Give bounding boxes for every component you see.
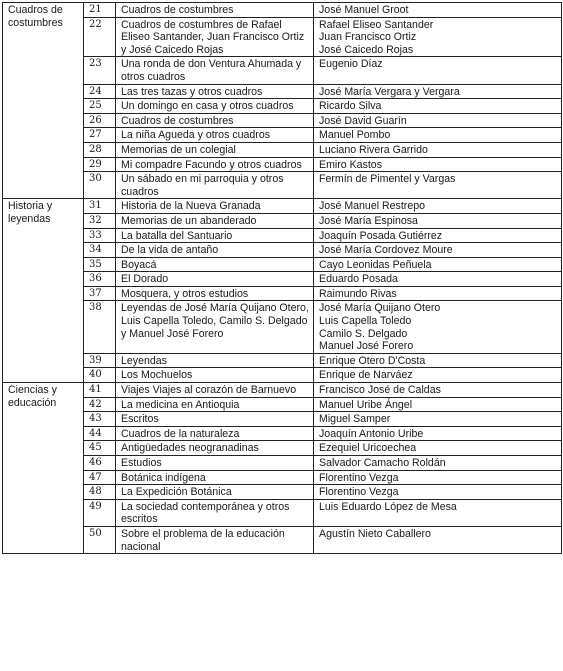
author-name: Eugenio Díaz <box>319 58 383 71</box>
author-name: Manuel José Forero <box>319 340 414 353</box>
author-cell <box>314 172 562 199</box>
author-cell <box>314 142 562 157</box>
volume-number: 49 <box>84 499 116 526</box>
category-cell: Ciencias y educación <box>3 383 84 554</box>
book-title: Leyendas de José María Quijano Otero, Luis Capella Toledo, Camilo S. Delgado y Manuel José Forero <box>116 301 314 353</box>
table-row <box>3 353 562 368</box>
author-name: Manuel Uribe Ángel <box>319 398 413 411</box>
author-name: Ezequiel Uricoechea <box>319 442 417 455</box>
table-row <box>3 257 562 272</box>
book-title: Un sábado en mi parroquia y otros cuadros <box>116 172 314 199</box>
table-row <box>3 213 562 228</box>
author-name: Rafael Eliseo Santander <box>319 18 434 31</box>
author-name: José María Cordovez Moure <box>319 244 453 257</box>
author-cell <box>314 157 562 172</box>
author-name: Joaquín Antonio Uribe <box>319 427 424 440</box>
volume-number: 43 <box>84 412 116 427</box>
volume-number: 27 <box>84 128 116 143</box>
table-row <box>3 499 562 526</box>
author-name: Miguel Samper <box>319 413 391 426</box>
author-name: Emiro Kastos <box>319 158 382 171</box>
book-title: La medicina en Antioquia <box>116 397 314 412</box>
book-title: Memorias de un colegial <box>116 142 314 157</box>
book-title: Boyacá <box>116 257 314 272</box>
author-name: Cayo Leonidas Peñuela <box>319 258 432 271</box>
book-title: Leyendas <box>116 353 314 368</box>
author-cell <box>314 17 562 57</box>
volume-number: 47 <box>84 470 116 485</box>
author-cell <box>314 412 562 427</box>
author-name: Enrique Otero D'Costa <box>319 354 426 367</box>
book-title: Sobre el problema de la educación nacional <box>116 526 314 553</box>
table-row <box>3 485 562 500</box>
table-row <box>3 383 562 398</box>
book-title: Antigüedades neogranadinas <box>116 441 314 456</box>
table-row <box>3 397 562 412</box>
table-row <box>3 128 562 143</box>
author-name: Salvador Camacho Roldán <box>319 457 446 469</box>
author-name: Luis Capella Toledo <box>319 315 412 328</box>
author-cell <box>314 499 562 526</box>
table-row <box>3 199 562 214</box>
author-cell <box>314 286 562 301</box>
volume-number: 41 <box>84 383 116 398</box>
author-cell <box>314 441 562 456</box>
book-title: Cuadros de la naturaleza <box>116 426 314 441</box>
author-name: José David Guarín <box>319 114 407 127</box>
volume-number: 42 <box>84 397 116 412</box>
table-row <box>3 301 562 353</box>
table-row <box>3 243 562 258</box>
author-cell <box>314 228 562 243</box>
book-title: La niña Agueda y otros cuadros <box>116 128 314 143</box>
category-cell: Historia y leyendas <box>3 199 84 383</box>
author-cell <box>314 113 562 128</box>
book-title: Cuadros de costumbres <box>116 113 314 128</box>
author-cell <box>314 213 562 228</box>
table-row <box>3 157 562 172</box>
table-row <box>3 99 562 114</box>
table-row <box>3 57 562 84</box>
book-title: Un domingo en casa y otros cuadros <box>116 99 314 114</box>
author-name: José María Vergara y Vergara <box>319 85 460 98</box>
volume-number: 35 <box>84 257 116 272</box>
book-title: Viajes Viajes al corazón de Barnuevo <box>116 383 314 398</box>
book-title: De la vida de antaño <box>116 243 314 258</box>
table-row <box>3 84 562 99</box>
volume-number: 21 <box>84 3 116 18</box>
author-cell <box>314 383 562 398</box>
catalog-table <box>2 2 562 554</box>
author-name: Luciano Rivera Garrido <box>319 143 428 156</box>
volume-number: 28 <box>84 142 116 157</box>
author-name: Raimundo Rivas <box>319 287 397 300</box>
author-name: Juan Francisco Ortiz <box>319 31 417 44</box>
author-name: José María Espinosa <box>319 214 418 227</box>
author-cell <box>314 397 562 412</box>
author-name: Florentino Vezga <box>319 486 399 499</box>
author-cell <box>314 426 562 441</box>
table-row <box>3 286 562 301</box>
volume-number: 29 <box>84 157 116 172</box>
volume-number: 24 <box>84 84 116 99</box>
book-title: Cuadros de costumbres <box>116 3 314 18</box>
book-title: Los Mochuelos <box>116 368 314 383</box>
author-cell <box>314 243 562 258</box>
author-cell <box>314 485 562 500</box>
author-name: Enrique de Narváez <box>319 369 413 382</box>
book-title: Historia de la Nueva Granada <box>116 199 314 214</box>
volume-number: 46 <box>84 456 116 471</box>
author-cell <box>314 57 562 84</box>
table-row <box>3 412 562 427</box>
author-cell <box>314 128 562 143</box>
author-name: José Manuel Groot <box>319 4 409 16</box>
volume-number: 23 <box>84 57 116 84</box>
book-title: La sociedad contemporánea y otros escritos <box>116 499 314 526</box>
author-cell <box>314 470 562 485</box>
table-row <box>3 368 562 383</box>
author-name: José María Quijano Otero <box>319 302 441 315</box>
volume-number: 40 <box>84 368 116 383</box>
book-title: La batalla del Santuario <box>116 228 314 243</box>
author-name: Francisco José de Caldas <box>319 384 441 397</box>
volume-number: 48 <box>84 485 116 500</box>
book-title: La Expedición Botánica <box>116 485 314 500</box>
author-name: Camilo S. Delgado <box>319 327 408 340</box>
table-row <box>3 3 562 18</box>
book-title: Las tres tazas y otros cuadros <box>116 84 314 99</box>
table-row <box>3 441 562 456</box>
author-cell <box>314 257 562 272</box>
volume-number: 39 <box>84 353 116 368</box>
author-cell <box>314 456 562 471</box>
author-name: Manuel Pombo <box>319 129 391 142</box>
table-row <box>3 142 562 157</box>
author-name: Fermín de Pimentel y Vargas <box>319 173 456 186</box>
volume-number: 37 <box>84 286 116 301</box>
author-cell <box>314 3 562 18</box>
table-row <box>3 272 562 287</box>
book-title: Botánica indígena <box>116 470 314 485</box>
author-cell <box>314 368 562 383</box>
book-title: Estudios <box>116 456 314 471</box>
book-title: Mi compadre Facundo y otros cuadros <box>116 157 314 172</box>
author-name: Luis Eduardo López de Mesa <box>319 500 457 513</box>
author-cell <box>314 526 562 553</box>
author-cell <box>314 301 562 353</box>
book-title: Cuadros de costumbres de Rafael Eliseo Santander, Juan Francisco Ortiz y José Caicedo Rojas <box>116 17 314 57</box>
book-title: Una ronda de don Ventura Ahumada y otros cuadros <box>116 57 314 84</box>
table-row <box>3 228 562 243</box>
volume-number: 30 <box>84 172 116 199</box>
table-row <box>3 113 562 128</box>
book-title: Memorias de un abanderado <box>116 213 314 228</box>
volume-number: 34 <box>84 243 116 258</box>
table-row <box>3 470 562 485</box>
volume-number: 31 <box>84 199 116 214</box>
author-cell <box>314 272 562 287</box>
volume-number: 38 <box>84 301 116 353</box>
book-title: Escritos <box>116 412 314 427</box>
table-row <box>3 17 562 57</box>
volume-number: 22 <box>84 17 116 57</box>
author-name: José Manuel Restrepo <box>319 200 425 213</box>
volume-number: 50 <box>84 526 116 553</box>
author-cell <box>314 84 562 99</box>
author-cell <box>314 353 562 368</box>
volume-number: 25 <box>84 99 116 114</box>
category-cell: Cuadros de costumbres <box>3 3 84 199</box>
author-name: Joaquín Posada Gutiérrez <box>319 229 443 242</box>
author-cell <box>314 99 562 114</box>
author-cell <box>314 199 562 214</box>
author-name: Florentino Vezga <box>319 471 399 484</box>
author-name: Agustín Nieto Caballero <box>319 527 431 540</box>
author-name: José Caicedo Rojas <box>319 43 414 56</box>
catalog-body <box>3 3 562 554</box>
volume-number: 26 <box>84 113 116 128</box>
author-name: Eduardo Posada <box>319 273 398 286</box>
table-row <box>3 426 562 441</box>
table-row <box>3 172 562 199</box>
book-title: Mosquera, y otros estudios <box>116 286 314 301</box>
book-title: El Dorado <box>116 272 314 287</box>
volume-number: 32 <box>84 213 116 228</box>
author-name: Ricardo Silva <box>319 100 382 113</box>
volume-number: 36 <box>84 272 116 287</box>
table-row <box>3 526 562 553</box>
volume-number: 45 <box>84 441 116 456</box>
volume-number: 44 <box>84 426 116 441</box>
table-row <box>3 456 562 471</box>
volume-number: 33 <box>84 228 116 243</box>
